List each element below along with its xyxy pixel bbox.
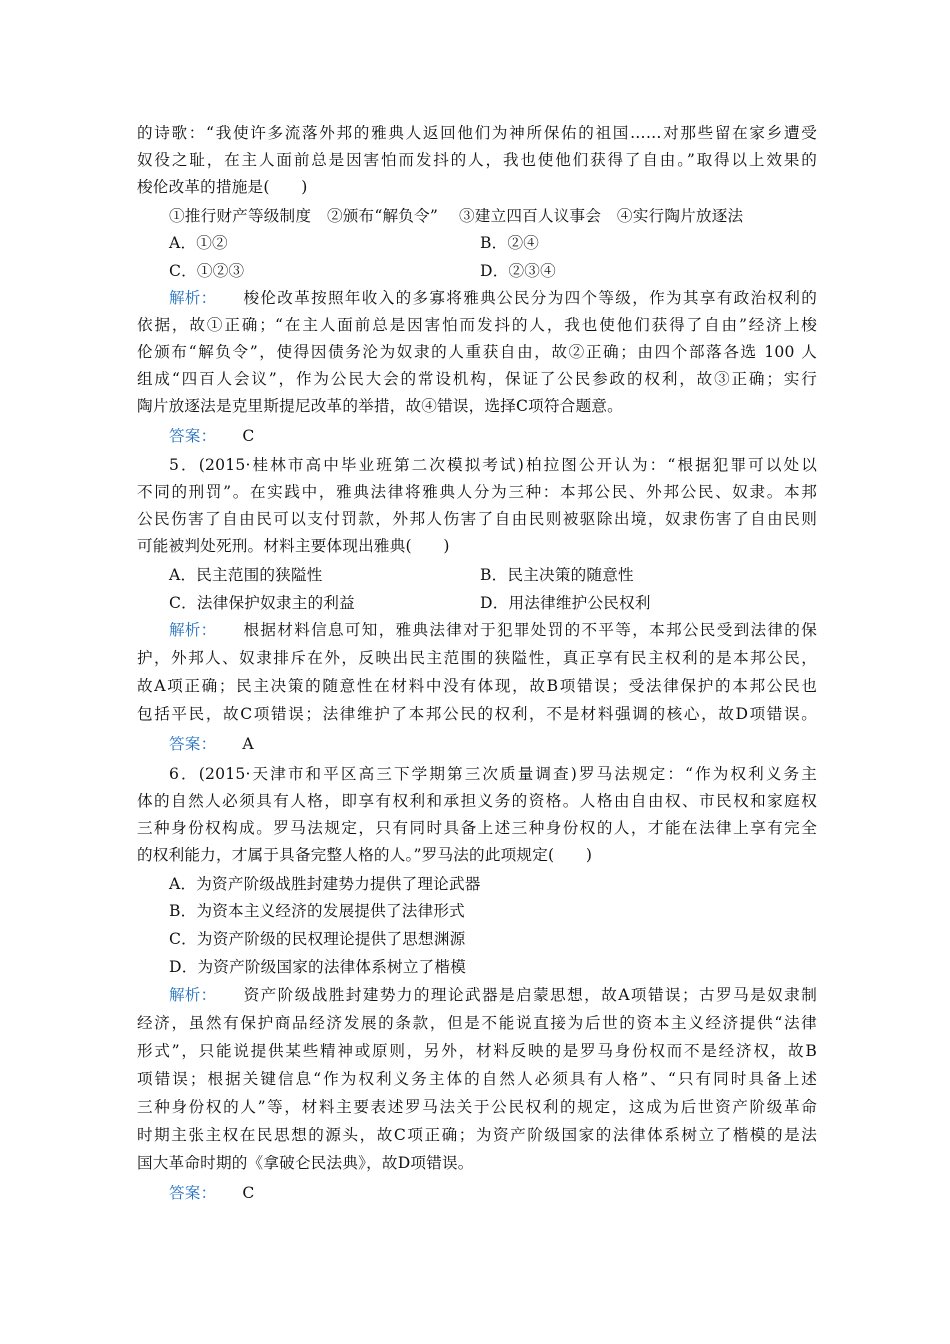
- q5-option-a: A．民主范围的狭隘性: [169, 566, 323, 584]
- q5-analysis-line-4: 包括平民，故C项错误；法律维护了本邦公民的权利，不是材料强调的核心，故D项错误。: [137, 705, 817, 723]
- q4-option-b: B．②④: [480, 234, 540, 252]
- q6-analysis-line-2: 经济，虽然有保护商品经济发展的条款，但是不能说直接为后世的资本主义经济提供“法律: [137, 1014, 817, 1032]
- q6-option-b: B．为资本主义经济的发展提供了法律形式: [169, 902, 465, 920]
- q4-option-a: A．①②: [169, 234, 228, 252]
- q4-items: ①推行财产等级制度 ②颁布“解负令” ③建立四百人议事会 ④实行陶片放逐法: [169, 207, 744, 225]
- q5-stem-line-1: 5．(2015·桂林市高中毕业班第二次模拟考试)柏拉图公开认为：“根据犯罪可以处以: [169, 456, 817, 474]
- q5-option-b: B．民主决策的随意性: [480, 566, 634, 584]
- q4-answer-value: C: [242, 427, 255, 445]
- q5-analysis-label: 解析：: [169, 621, 217, 639]
- q5-stem-line-3: 公民伤害了自由民可以支付罚款，外邦人伤害了自由民则被驱除出境，奴隶伤害了自由民则: [137, 510, 817, 528]
- q5-answer: [169, 734, 817, 754]
- q4-analysis-line-4: 组成“四百人会议”，作为公民大会的常设机构，保证了公民参政的权利，故③正确；实行: [137, 370, 817, 388]
- q5-option-d: D．用法律维护公民权利: [480, 594, 651, 612]
- q5-analysis-line-1: 解析： 根据材料信息可知，雅典法律对于犯罪处罚的不平等，本邦公民受到法律的保: [169, 621, 817, 639]
- q4-answer-label: 答案：: [169, 427, 217, 445]
- q4-stem-line-1: 的诗歌：“我使许多流落外邦的雅典人返回他们为神所保佑的祖国……对那些留在家乡遭受: [137, 124, 817, 142]
- q6-analysis-line-7: 国大革命时期的《拿破仑民法典》，故D项错误。: [137, 1154, 474, 1172]
- q6-analysis-line-5: 三种身份权的人”等，材料主要表述罗马法关于公民权利的规定，这成为后世资产阶级革命: [137, 1098, 817, 1116]
- q5-analysis-line-2: 护，外邦人、奴隶排斥在外，反映出民主范围的狭隘性，真正享有民主权利的是本邦公民，: [137, 649, 817, 667]
- q4-stem-line-3: 梭伦改革的措施是( ): [137, 178, 308, 196]
- q6-analysis-line-1: 解析： 资产阶级战胜封建势力的理论武器是启蒙思想，故A项错误；古罗马是奴隶制: [169, 986, 817, 1004]
- q6-answer-value: C: [242, 1184, 255, 1202]
- q4-answer: [169, 426, 817, 446]
- q5-option-c: C．法律保护奴隶主的利益: [169, 594, 355, 612]
- q5-answer-label: 答案：: [169, 735, 217, 753]
- q6-option-c: C．为资产阶级的民权理论提供了思想渊源: [169, 930, 466, 948]
- q4-analysis-line-1: 解析： 梭伦改革按照年收入的多寡将雅典公民分为四个等级，作为其享有政治权利的: [169, 289, 817, 307]
- q6-analysis-line-6: 时期主张主权在民思想的源头，故C项正确；为资产阶级国家的法律体系树立了楷模的是法: [137, 1126, 817, 1144]
- q5-stem-line-2: 不同的刑罚”。在实践中，雅典法律将雅典人分为三种：本邦公民、外邦公民、奴隶。本邦: [137, 483, 817, 501]
- q5-analysis-line-3: 故A项正确；民主决策的随意性在材料中没有体现，故B项错误；受法律保护的本邦公民也: [137, 677, 817, 695]
- q4-option-c: C．①②③: [169, 262, 245, 280]
- q4-analysis-line-5: 陶片放逐法是克里斯提尼改革的举措，故④错误，选择C项符合题意。: [137, 397, 623, 415]
- q6-stem-line-2: 体的自然人必须具有人格，即享有权利和承担义务的资格。人格由自由权、市民权和家庭权: [137, 792, 817, 810]
- q6-answer-label: 答案：: [169, 1184, 217, 1202]
- q6-answer: [169, 1183, 817, 1203]
- q4-analysis-label: 解析：: [169, 289, 217, 307]
- q4-analysis-line-2: 依据，故①正确；“在主人面前总是因害怕而发抖的人，我也使他们获得了自由”经济上梭: [137, 316, 817, 334]
- q6-option-a: A．为资产阶级战胜封建势力提供了理论武器: [169, 875, 481, 893]
- q4-analysis-line-3: 伦颁布“解负令”，使得因债务沦为奴隶的人重获自由，故②正确；由四个部落各选 100 人: [137, 343, 817, 361]
- q6-option-d: D．为资产阶级国家的法律体系树立了楷模: [169, 958, 466, 976]
- q5-stem-line-4: 可能被判处死刑。材料主要体现出雅典( ): [137, 537, 450, 555]
- q6-stem-line-4: 的权利能力，才属于具备完整人格的人。”罗马法的此项规定( ): [137, 846, 593, 864]
- q6-analysis-line-4: 项错误；根据关键信息“作为权利义务主体的自然人必须具有人格”、“只有同时具备上述: [137, 1070, 817, 1088]
- q4-option-d: D．②③④: [480, 262, 556, 280]
- q5-answer-value: A: [242, 735, 254, 753]
- q6-analysis-line-3: 形式”，只能说提供某些精神或原则，另外，材料反映的是罗马身份权而不是经济权，故B: [137, 1042, 817, 1060]
- q4-stem-line-2: 奴役之耻，在主人面前总是因害怕而发抖的人，我也使他们获得了自由。”取得以上效果的: [137, 151, 817, 169]
- q6-analysis-label: 解析：: [169, 986, 217, 1004]
- q6-stem-line-3: 三种身份权构成。罗马法规定，只有同时具备上述三种身份权的人，才能在法律上享有完全: [137, 819, 817, 837]
- q6-stem-line-1: 6．(2015·天津市和平区高三下学期第三次质量调查)罗马法规定：“作为权利义务主: [169, 765, 817, 783]
